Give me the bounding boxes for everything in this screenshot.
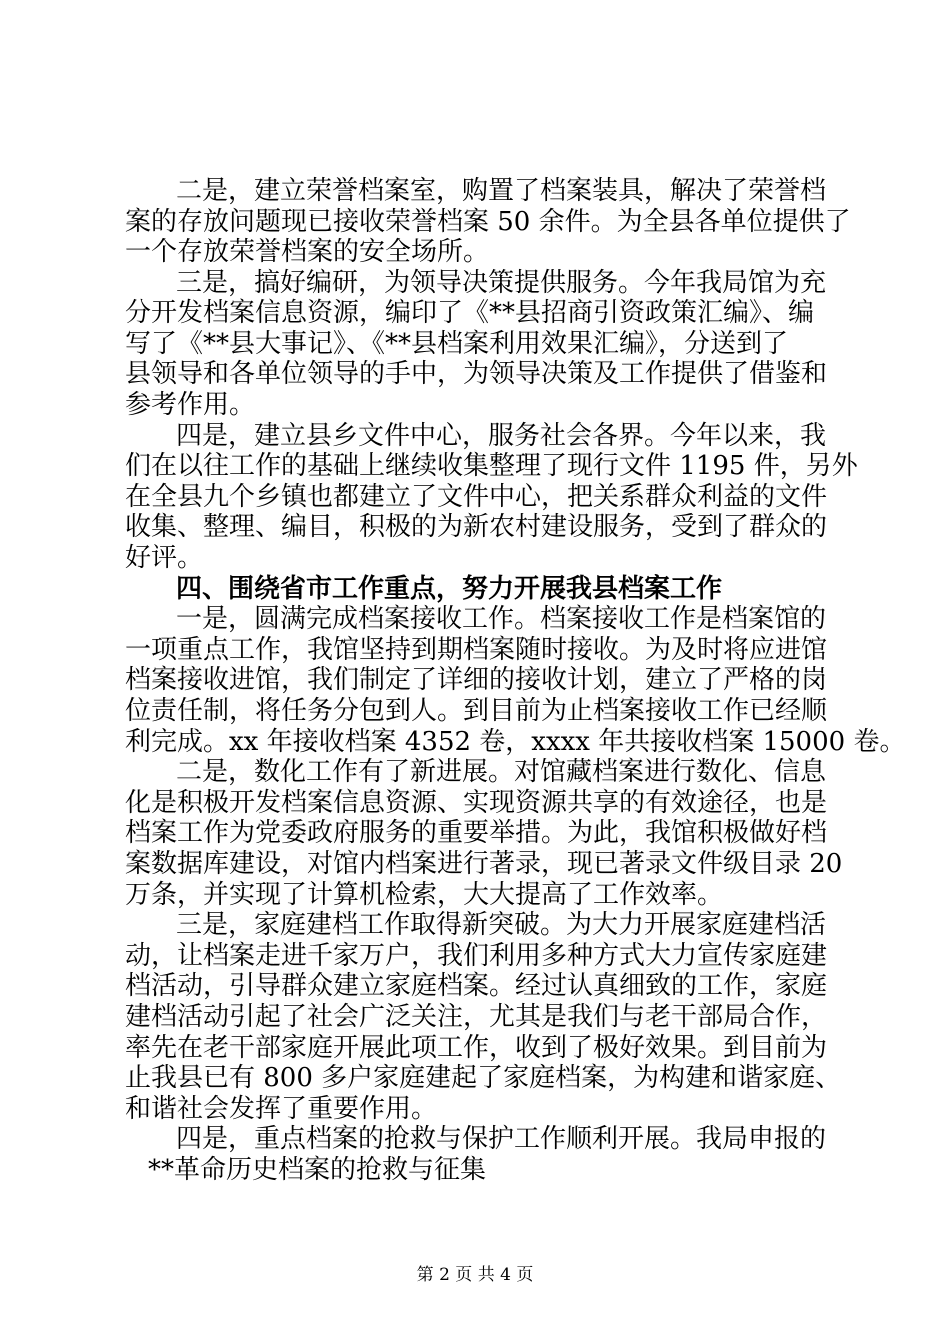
text-line: 好评。 <box>125 543 204 573</box>
text-line: 化是积极开发档案信息资源、实现资源共享的有效途径，也是 <box>125 788 828 818</box>
text-line: 位责任制，将任务分包到人。到目前为止档案接收工作已经顺 <box>125 696 828 726</box>
text-line: 在全县九个乡镇也都建立了文件中心，把关系群众利益的文件 <box>125 482 828 512</box>
text-line: 止我县已有 800 多户家庭建起了家庭档案，为构建和谐家庭、 <box>125 1063 842 1093</box>
page-footer: 第 2 页 共 4 页 <box>416 1265 534 1285</box>
text-line: 四是，重点档案的抢救与保护工作顺利开展。我局申报的 <box>176 1124 827 1154</box>
text-line: 们在以往工作的基础上继续收集整理了现行文件 1195 件，另外 <box>125 451 858 481</box>
text-line: 动，让档案走进千家万户，我们利用多种方式大力宣传家庭建 <box>125 941 828 971</box>
text-line: 三是，搞好编研，为领导决策提供服务。今年我局馆为充 <box>176 268 827 298</box>
text-line: 率先在老干部家庭开展此项工作，收到了极好效果。到目前为 <box>125 1033 828 1063</box>
text-line: 一项重点工作，我馆坚持到期档案随时接收。为及时将应进馆 <box>125 635 828 665</box>
text-line: 案的存放问题现已接收荣誉档案 50 余件。为全县各单位提供了 <box>125 207 851 237</box>
text-line: 二是，建立荣誉档案室，购置了档案装具，解决了荣誉档 <box>176 176 827 206</box>
text-line: 二是，数化工作有了新进展。对馆藏档案进行数化、信息 <box>176 757 827 787</box>
text-line: 档案工作为党委政府服务的重要举措。为此，我馆积极做好档 <box>125 818 828 848</box>
text-line: 写了《**县大事记》、《**县档案利用效果汇编》，分送到了 <box>125 329 789 359</box>
text-line: 三是，家庭建档工作取得新突破。为大力开展家庭建档活 <box>176 910 827 940</box>
text-line: 利完成。xx 年接收档案 4352 卷，xxxx 年共接收档案 15000 卷。 <box>125 727 906 757</box>
text-line: 县领导和各单位领导的手中，为领导决策及工作提供了借鉴和 <box>125 359 828 389</box>
text-line: 参考作用。 <box>125 390 256 420</box>
section-heading: 四、围绕省市工作重点，努力开展我县档案工作 <box>176 574 723 604</box>
text-line: 档案接收进馆，我们制定了详细的接收计划，建立了严格的岗 <box>125 665 828 695</box>
text-line: **革命历史档案的抢救与征集 <box>148 1155 487 1185</box>
text-line: 和谐社会发挥了重要作用。 <box>125 1094 438 1124</box>
text-line: 案数据库建设，对馆内档案进行著录，现已著录文件级目录 20 <box>125 849 843 879</box>
text-line: 一是，圆满完成档案接收工作。档案接收工作是档案馆的 <box>176 604 827 634</box>
text-line: 分开发档案信息资源，编印了《**县招商引资政策汇编》、编 <box>125 298 815 328</box>
text-line: 建档活动引起了社会广泛关注，尤其是我们与老干部局合作， <box>125 1002 828 1032</box>
text-line: 档活动，引导群众建立家庭档案。经过认真细致的工作，家庭 <box>125 971 828 1001</box>
text-line: 一个存放荣誉档案的安全场所。 <box>125 237 490 267</box>
text-line: 收集、整理、编目，积极的为新农村建设服务，受到了群众的 <box>125 512 828 542</box>
text-line: 四是，建立县乡文件中心，服务社会各界。今年以来，我 <box>176 421 827 451</box>
text-line: 万条，并实现了计算机检索，大大提高了工作效率。 <box>125 880 724 910</box>
